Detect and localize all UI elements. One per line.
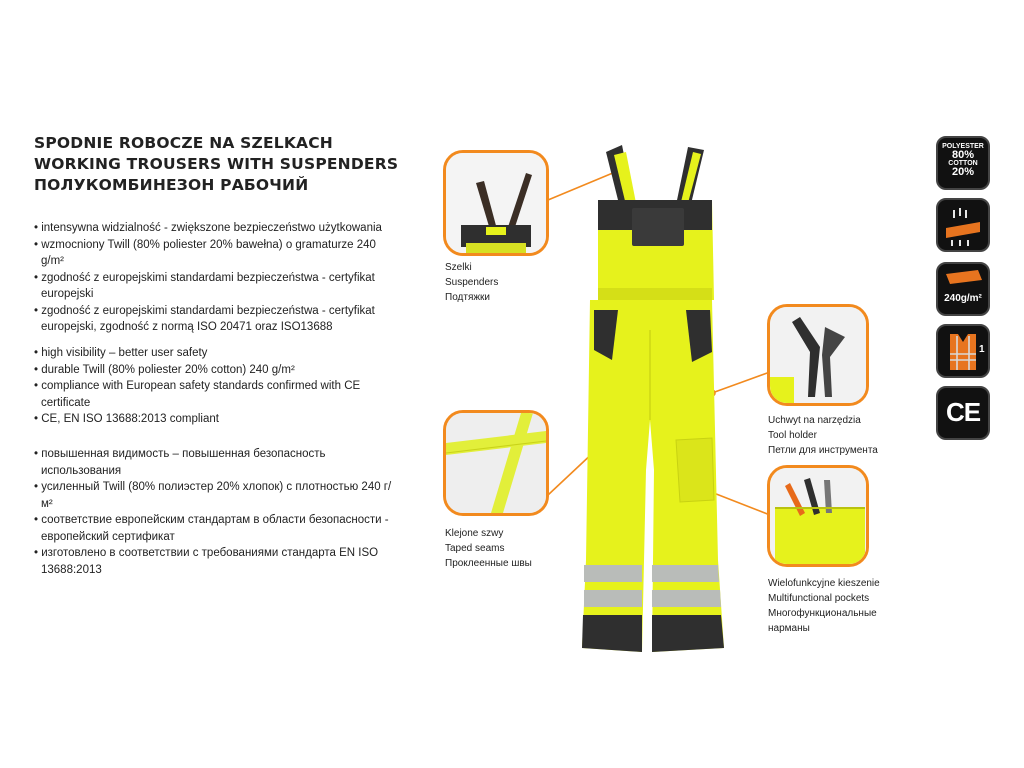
title-english: WORKING TROUSERS WITH SUSPENDERS [34, 155, 399, 173]
list-item: • compliance with European safety standards confirmed with CE certificate [34, 380, 361, 409]
title-polish: SPODNIE ROBOCZE NA SZELKACH [34, 134, 333, 152]
pliers-icon [770, 307, 866, 403]
tool-holder-detail-image [767, 304, 869, 406]
list-item: • zgodność z europejskimi standardami bezpieczeństwa - certyfikat europejski [34, 271, 375, 300]
hi-vis-class-icon: 1 [936, 324, 990, 378]
taped-seams-caption: Klejone szwy Taped seams Проклеенные швы [445, 528, 532, 569]
fabric-layer-icon [938, 264, 988, 294]
taped-seams-icon [446, 413, 546, 513]
pockets-detail-image [767, 465, 869, 567]
suspenders-detail-image [443, 150, 549, 256]
pocket-tools-icon [770, 468, 866, 564]
breathable-icon [938, 200, 988, 250]
breathable-fabric-icon [936, 198, 990, 252]
list-item: • durable Twill (80% poliester 20% cotton) 240 g/m² [34, 363, 295, 376]
list-item: • изготовлено в соответствии с требованиями стандарта EN ISO 13688:2013 [34, 547, 379, 576]
taped-seams-detail-image [443, 410, 549, 516]
list-item: • повышенная видимость – повышенная безопасность использования [34, 448, 326, 477]
fabric-weight-icon: 240g/m² [936, 262, 990, 316]
pockets-caption: Wielofunkcyjne kieszenie Multifunctional pockets Многофункциональные нарманы [768, 578, 880, 634]
tool-holder-caption: Uchwyt na narzędzia Tool holder Петли для инструмента [768, 415, 878, 456]
list-item: • wzmocniony Twill (80% poliester 20% bawełna) o gramaturze 240 g/m² [34, 238, 376, 267]
list-item: • high visibility – better user safety [34, 347, 208, 359]
title-russian: ПОЛУКОМБИНЕЗОН РАБОЧИЙ [34, 176, 309, 194]
list-item: • intensywna widzialność - zwiększone bezpieczeństwo użytkowania [34, 222, 382, 234]
material-composition-icon: POLYESTER 80% COTTON 20% [936, 136, 990, 190]
list-item: • усиленный Twill (80% полиэстер 20% хлопок) с плотностью 240 г/м² [34, 481, 392, 510]
suspenders-icon [446, 153, 546, 253]
suspender-straps [606, 145, 704, 208]
ce-mark-icon: CE [936, 386, 990, 440]
chest-pocket [632, 208, 684, 246]
list-item: • zgodność z europejskimi standardami bezpieczeństwa - certyfikat europejski, zgodność z normą ISO 20471 oraz ISO13688 [34, 304, 375, 333]
trouser-body [582, 300, 724, 652]
suspenders-caption: Szelki Suspenders Подтяжки [445, 262, 499, 303]
list-item: • соответствие европейским стандартам в области безопасности - европейский сертификат [34, 514, 389, 543]
list-item: • CE, EN ISO 13688:2013 compliant [34, 413, 219, 425]
